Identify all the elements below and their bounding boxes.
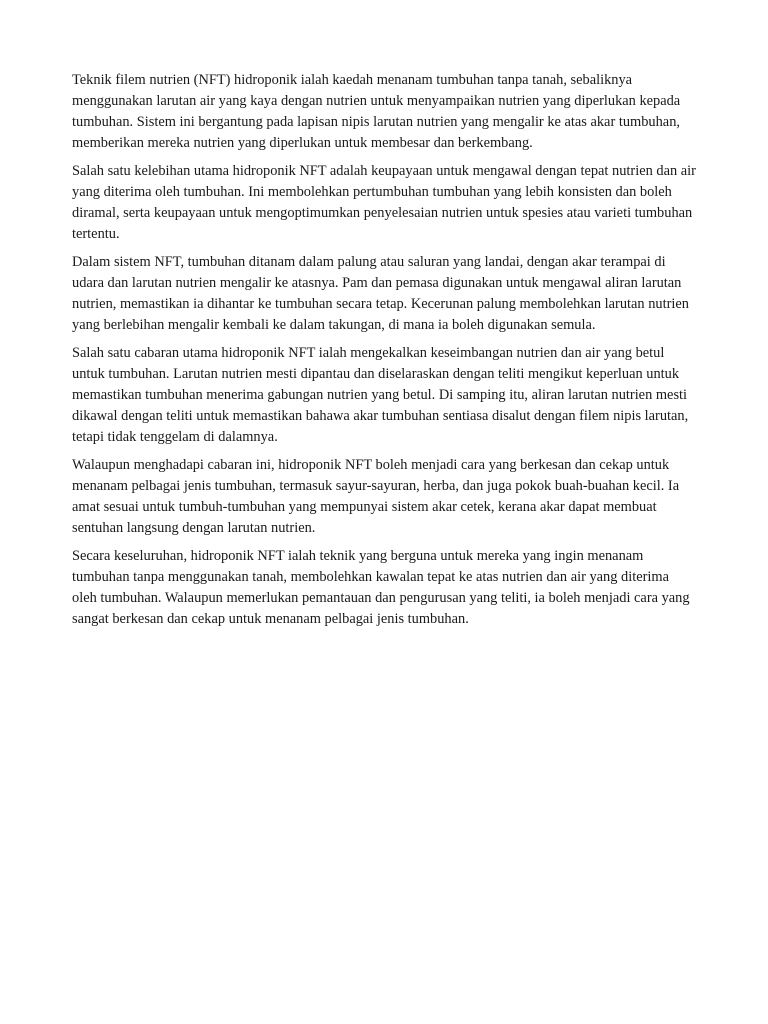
paragraph-2: Salah satu kelebihan utama hidroponik NFT adalah keupayaan untuk mengawal dengan tepat nutrien dan air yang diterima oleh tumbuhan. Ini membolehkan pertumbuhan tumbuhan yang lebih konsisten dan boleh diramal, serta keupayaan untuk mengoptimumkan penyelesaian nutrien untuk spesies atau varieti tumbuhan tertentu. bbox=[72, 163, 696, 242]
paragraph-4: Salah satu cabaran utama hidroponik NFT ialah mengekalkan keseimbangan nutrien dan air yang betul untuk tumbuhan. Larutan nutrien mesti dipantau dan diselaraskan dengan teliti mengikut keperluan untuk memastikan tumbuhan menerima gabungan nutrien yang betul. Di samping itu, aliran larutan nutrien mesti dikawal dengan teliti untuk memastikan bahawa akar tumbuhan sentiasa disalut dengan filem nipis larutan, tetapi tidak tenggelam di dalamnya. bbox=[72, 345, 689, 445]
paragraph-1: Teknik filem nutrien (NFT) hidroponik ialah kaedah menanam tumbuhan tanpa tanah, sebaliknya menggunakan larutan air yang kaya dengan nutrien untuk menyampaikan nutrien yang diperlukan kepada tumbuhan. Sistem ini bergantung pada lapisan nipis larutan nutrien yang mengalir ke atas akar tumbuhan, memberikan mereka nutrien yang diperlukan untuk membesar dan berkembang. bbox=[72, 72, 681, 151]
paragraph-6: Secara keseluruhan, hidroponik NFT ialah teknik yang berguna untuk mereka yang ingin menanam tumbuhan tanpa menggunakan tanah, membolehkan kawalan tepat ke atas nutrien dan air yang diterima oleh tumbuhan. Walaupun memerlukan pemantauan dan pengurusan yang teliti, ia boleh menjadi cara yang sangat berkesan dan cekap untuk menanam pelbagai jenis tumbuhan. bbox=[72, 548, 690, 627]
paragraph-3: Dalam sistem NFT, tumbuhan ditanam dalam palung atau saluran yang landai, dengan akar terampai di udara dan larutan nutrien mengalir ke atasnya. Pam dan pemasa digunakan untuk mengawal aliran larutan nutrien, memastikan ia dihantar ke tumbuhan secara tetap. Kecerunan palung membolehkan larutan nutrien yang berlebihan mengalir kembali ke dalam takungan, di mana ia boleh digunakan semula. bbox=[72, 254, 689, 333]
paragraph-5: Walaupun menghadapi cabaran ini, hidroponik NFT boleh menjadi cara yang berkesan dan cekap untuk menanam pelbagai jenis tumbuhan, termasuk sayur-sayuran, herba, dan juga pokok buah-buahan kecil. Ia amat sesuai untuk tumbuh-tumbuhan yang mempunyai sistem akar cetek, kerana akar dapat membuat sentuhan langsung dengan larutan nutrien. bbox=[72, 457, 680, 536]
